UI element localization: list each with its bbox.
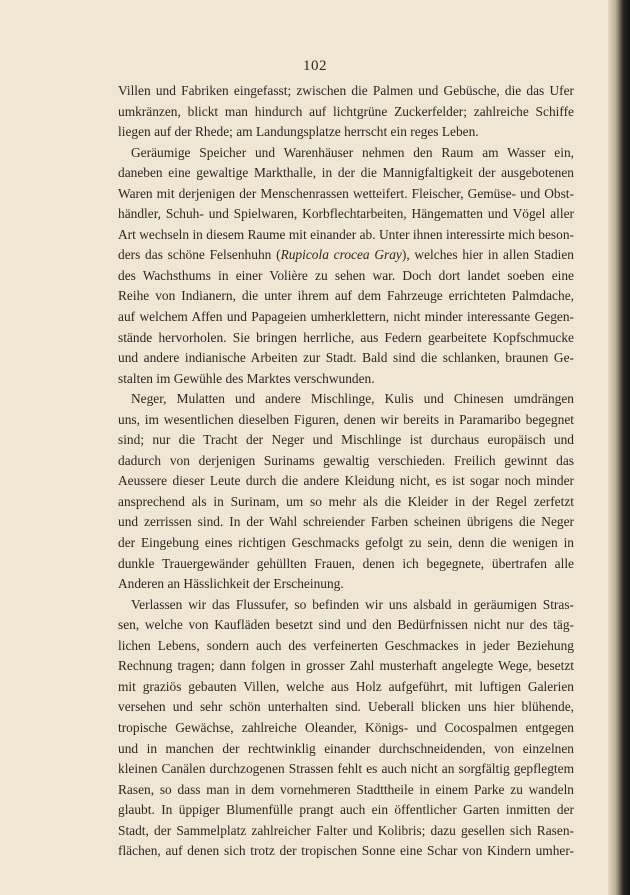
body-text	[118, 81, 574, 862]
text-line: ansprechend als in Surinam, um so mehr als die Kleider in der Regel zerfetzt	[118, 493, 574, 509]
text-line: Stadt, der Sammelplatz zahlreicher Falter und Kolibris; dazu gesellen sich Rasen-	[118, 822, 574, 838]
text-line: flächen, auf denen sich trotz der tropischen Sonne eine Schar von Kindern umher-	[118, 843, 574, 859]
text-line: versehen und sehr schön unterhalten sind. Ueberall blicken uns hier blühende,	[118, 699, 574, 715]
book-spine	[608, 0, 630, 895]
text-line: sen, welche von Kaufläden besetzt sind und den Bedürfnissen nicht nur des täg-	[118, 617, 574, 633]
text-line: Rechnung tragen; dann folgen in grosser Zahl musterhaft angelegte Wege, besetzt	[118, 658, 574, 674]
paragraph	[118, 595, 574, 862]
text-line: tropische Gewächse, zahlreiche Oleander, Königs- und Cocospalmen entgegen	[118, 719, 574, 735]
text-line: Verlassen wir das Flussufer, so befinden wir uns alsbald in geräumigen Stras-	[131, 596, 574, 612]
text-line: Neger, Mulatten und andere Mischlinge, Kulis und Chinesen umdrängen	[131, 391, 574, 407]
text-line: und in manchen der rechtwinklig einander durchschneidenden, von einzelnen	[118, 740, 574, 756]
paragraph	[118, 81, 574, 143]
text-line: auf welchem Affen und Papageien umherklettern, nicht minder interessante Gegen-	[118, 309, 574, 325]
text-line: dadurch von derjenigen Surinams gewaltig verschieden. Freilich gewinnt das	[118, 452, 574, 468]
text-line: Aeussere dieser Leute durch die andere Kleidung nicht, es ist sogar noch minder	[118, 473, 574, 489]
species-name: Rupicola crocea Gray	[280, 247, 402, 263]
text-line: Villen und Fabriken eingefasst; zwischen die Palmen und Gebüsche, die das Ufer	[118, 83, 574, 98]
text-line: mit graziös gebauten Villen, welche aus Holz aufgeführt, mit luftigen Galerien	[118, 678, 574, 694]
paragraph	[118, 389, 574, 594]
text-line: des Wachsthums in einer Volière zu sehen war. Doch dort landet soeben eine	[118, 267, 574, 283]
text-line: ders das schöne Felsenhuhn (Rupicola crocea Gray), welches hier in allen Stadien	[118, 247, 574, 263]
text-line: dunkle Trauergewänder gehüllten Frauen, denen ich begegnete, übertrafen alle	[118, 555, 574, 571]
text-line: Rasen, so dass man in dem vornehmeren Stadttheile in einem Parke zu wandeln	[118, 781, 574, 797]
paragraph	[118, 143, 574, 390]
text-line: stalten im Gewühle des Marktes verschwunden.	[118, 370, 375, 386]
text-line: glaubt. In üppiger Blumenfülle prangt auch ein öffentlicher Garten inmitten der	[118, 802, 574, 818]
text-line: Geräumige Speicher und Warenhäuser nehmen den Raum am Wasser ein,	[131, 144, 574, 160]
text-line: Anderen an Hässlichkeit der Erscheinung.	[118, 576, 344, 592]
text-line: Waren mit derjenigen der Menschenrassen wetteifert. Fleischer, Gemüse- und Obst-	[118, 185, 574, 201]
text-line: Art wechseln in diesem Raume mit einander ab. Unter ihnen interessirte mich beson-	[118, 226, 574, 242]
text-line: umkränzen, blickt man hindurch auf lichtgrüne Zuckerfelder; zahlreiche Schiffe	[118, 103, 574, 119]
text-line: und zerrissen sind. In der Wahl schreiender Farben scheinen übrigens die Neger	[118, 514, 574, 530]
text-line: händler, Schuh- und Spielwaren, Korbflechtarbeiten, Hängematten und Vögel aller	[118, 206, 574, 222]
text-line: kleinen Canälen durchzogenen Strassen fehlt es auch nicht an sorgfältig gepflegtem	[118, 761, 574, 777]
page-number: 102	[303, 58, 327, 74]
text-line: liegen auf der Rhede; am Landungsplatze herrscht ein reges Leben.	[118, 124, 479, 140]
text-line: und andere indianische Arbeiten zur Stadt. Bald sind die schlanken, braunen Ge-	[118, 350, 574, 366]
text-line: stände hervorholen. Sie bringen herrliche, aus Federn gearbeitete Kopfschmucke	[118, 329, 574, 345]
text-line: uns, im wesentlichen dieselben Figuren, denen wir bereits in Paramaribo begegnet	[118, 411, 574, 427]
text-line: sind; nur die Tracht der Neger und Mischlinge ist durchaus europäisch und	[118, 432, 574, 448]
text-line: Reihe von Indianern, die unter ihrem auf dem Fahrzeuge errichteten Palmdache,	[118, 288, 574, 304]
text-line: lichen Lebens, sondern auch des verfeinerten Geschmackes in jeder Beziehung	[118, 637, 574, 653]
text-line: der Eingebung eines richtigen Geschmacks gefolgt zu sein, denn die wenigen in	[118, 535, 574, 551]
text-line: daneben eine gewaltige Markthalle, in der die Mannigfaltigkeit der ausgebotenen	[118, 165, 574, 181]
